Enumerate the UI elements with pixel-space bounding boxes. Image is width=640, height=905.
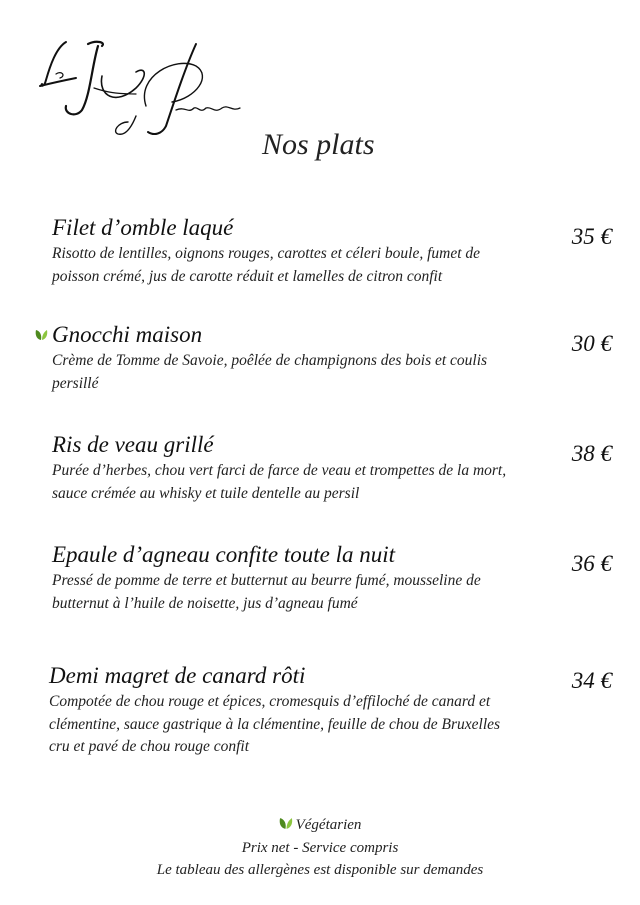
- price-note: Prix net - Service compris: [241, 840, 399, 856]
- dish-name: Demi magret de canard rôti: [49, 663, 306, 688]
- menu-item: [52, 431, 612, 505]
- menu-item: [52, 541, 612, 615]
- vegetarian-legend: [0, 817, 640, 834]
- page-title: Nos plats: [262, 128, 375, 161]
- dish-description: Compotée de chou rouge et épices, cromesquis d’effiloché de canard et clémentine, sauce gastrique à la clémentine, feuille de chou de Bruxelles cru et pavé de chou rouge confit: [49, 693, 501, 755]
- allergen-note: Le tableau des allergènes est disponible sur demandes: [156, 862, 484, 878]
- logo-script: [36, 36, 246, 146]
- dish-description: Risotto de lentilles, oignons rouges, carottes et céleri boule, fumet de poisson crémé, jus de carotte réduit et lamelles de citron confit: [52, 245, 481, 285]
- menu-item: [49, 662, 612, 759]
- logo: [36, 36, 246, 146]
- menu-item: [52, 214, 612, 288]
- dish-description: Crème de Tomme de Savoie, poêlée de champignons des bois et coulis persillé: [52, 352, 488, 392]
- dish-price: 36 €: [571, 551, 612, 576]
- dish-description: Pressé de pomme de terre et butternut au beurre fumé, mousseline de butternut à l’huile de noisette, jus d’agneau fumé: [52, 572, 481, 612]
- dish-name: Epaule d’agneau confite toute la nuit: [52, 542, 396, 567]
- dish-name: Ris de veau grillé: [52, 432, 214, 457]
- legend-label: Végétarien: [295, 817, 362, 833]
- vegetarian-leaf-icon: [279, 817, 293, 830]
- dish-name: Filet d’omble laqué: [52, 215, 234, 240]
- vegetarian-leaf-icon: [35, 329, 48, 341]
- dish-price: 35 €: [571, 224, 612, 249]
- dish-price: 30 €: [571, 331, 612, 356]
- menu-item: [52, 321, 612, 395]
- dish-description: Purée d’herbes, chou vert farci de farce de veau et trompettes de la mort, sauce crémée au whisky et tuile dentelle au persil: [52, 462, 507, 502]
- dish-price: 38 €: [571, 441, 612, 466]
- dish-name: Gnocchi maison: [52, 322, 203, 347]
- dish-price: 34 €: [571, 668, 612, 693]
